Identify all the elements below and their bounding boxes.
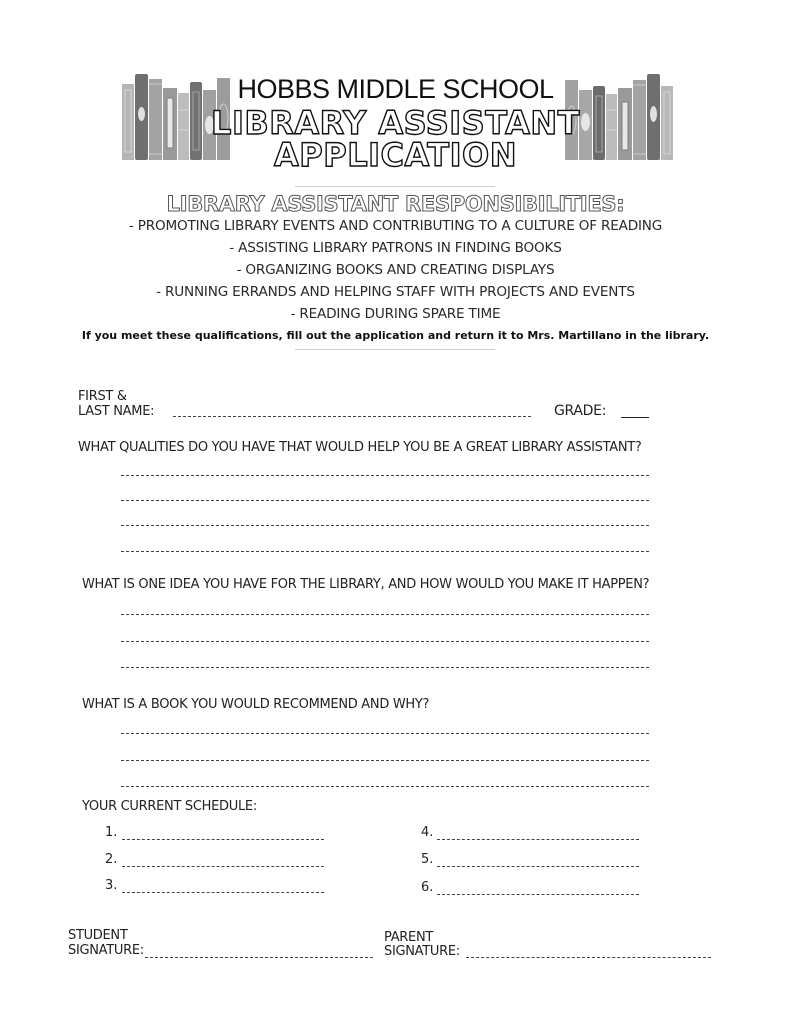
question-library-idea: WHAT IS ONE IDEA YOU HAVE FOR THE LIBRARY, AND HOW WOULD YOU MAKE IT HAPPEN? bbox=[82, 577, 650, 592]
instructions-note: If you meet these qualifications, fill out the application and return it to Mrs. Martillano in the library. bbox=[81, 329, 710, 342]
responsibility-item: - READING DURING SPARE TIME bbox=[290, 306, 501, 322]
schedule-period-number: 2. bbox=[105, 852, 118, 867]
schedule-label: YOUR CURRENT SCHEDULE: bbox=[82, 799, 257, 814]
schedule-field-1[interactable] bbox=[122, 839, 324, 840]
responsibility-item: - ASSISTING LIBRARY PATRONS IN FINDING BOOKS bbox=[229, 240, 562, 256]
schedule-field-4[interactable] bbox=[437, 839, 639, 840]
question-qualities: WHAT QUALITIES DO YOU HAVE THAT WOULD HELP YOU BE A GREAT LIBRARY ASSISTANT? bbox=[78, 440, 642, 455]
school-name: HOBBS MIDDLE SCHOOL bbox=[237, 74, 554, 104]
student-signature-label-line2: SIGNATURE: bbox=[68, 943, 144, 958]
answer-line-qualities-4[interactable] bbox=[121, 551, 649, 552]
question-book-recommendation: WHAT IS A BOOK YOU WOULD RECOMMEND AND WHY? bbox=[82, 697, 430, 712]
answer-line-qualities-3[interactable] bbox=[121, 525, 649, 526]
responsibility-item: - RUNNING ERRANDS AND HELPING STAFF WITH PROJECTS AND EVENTS bbox=[156, 284, 635, 300]
student-signature-field[interactable] bbox=[145, 957, 373, 958]
responsibilities-heading: LIBRARY ASSISTANT RESPONSIBILITIES: bbox=[166, 192, 625, 216]
answer-line-book-1[interactable] bbox=[121, 733, 649, 734]
responsibility-item: - PROMOTING LIBRARY EVENTS AND CONTRIBUTING TO A CULTURE OF READING bbox=[128, 218, 663, 234]
parent-signature-field[interactable] bbox=[466, 957, 711, 958]
parent-signature-label-line2: SIGNATURE: bbox=[384, 944, 460, 959]
schedule-period-number: 6. bbox=[421, 880, 434, 895]
grade-field[interactable] bbox=[621, 417, 649, 418]
student-signature-label-line1: STUDENT bbox=[68, 928, 128, 943]
schedule-field-5[interactable] bbox=[437, 866, 639, 867]
name-label-line1: FIRST & bbox=[78, 389, 127, 404]
grade-label: GRADE: bbox=[554, 403, 607, 419]
answer-line-idea-2[interactable] bbox=[121, 641, 649, 642]
answer-line-qualities-1[interactable] bbox=[121, 475, 649, 476]
answer-line-qualities-2[interactable] bbox=[121, 500, 649, 501]
name-field[interactable] bbox=[173, 416, 531, 417]
schedule-field-2[interactable] bbox=[122, 866, 324, 867]
schedule-field-6[interactable] bbox=[437, 894, 639, 895]
answer-line-book-3[interactable] bbox=[121, 786, 649, 787]
schedule-period-number: 3. bbox=[105, 878, 118, 893]
divider bbox=[295, 186, 495, 187]
page-title: LIBRARY ASSISTANT bbox=[211, 104, 580, 142]
divider bbox=[295, 349, 495, 350]
responsibility-item: - ORGANIZING BOOKS AND CREATING DISPLAYS bbox=[236, 262, 555, 278]
name-label-line2: LAST NAME: bbox=[78, 404, 155, 419]
answer-line-idea-3[interactable] bbox=[121, 667, 649, 668]
parent-signature-label-line1: PARENT bbox=[384, 930, 434, 945]
schedule-period-number: 5. bbox=[421, 852, 434, 867]
schedule-period-number: 1. bbox=[105, 825, 118, 840]
schedule-period-number: 4. bbox=[421, 825, 434, 840]
answer-line-book-2[interactable] bbox=[121, 760, 649, 761]
page-subtitle: APPLICATION bbox=[274, 136, 517, 174]
schedule-field-3[interactable] bbox=[122, 892, 324, 893]
answer-line-idea-1[interactable] bbox=[121, 614, 649, 615]
